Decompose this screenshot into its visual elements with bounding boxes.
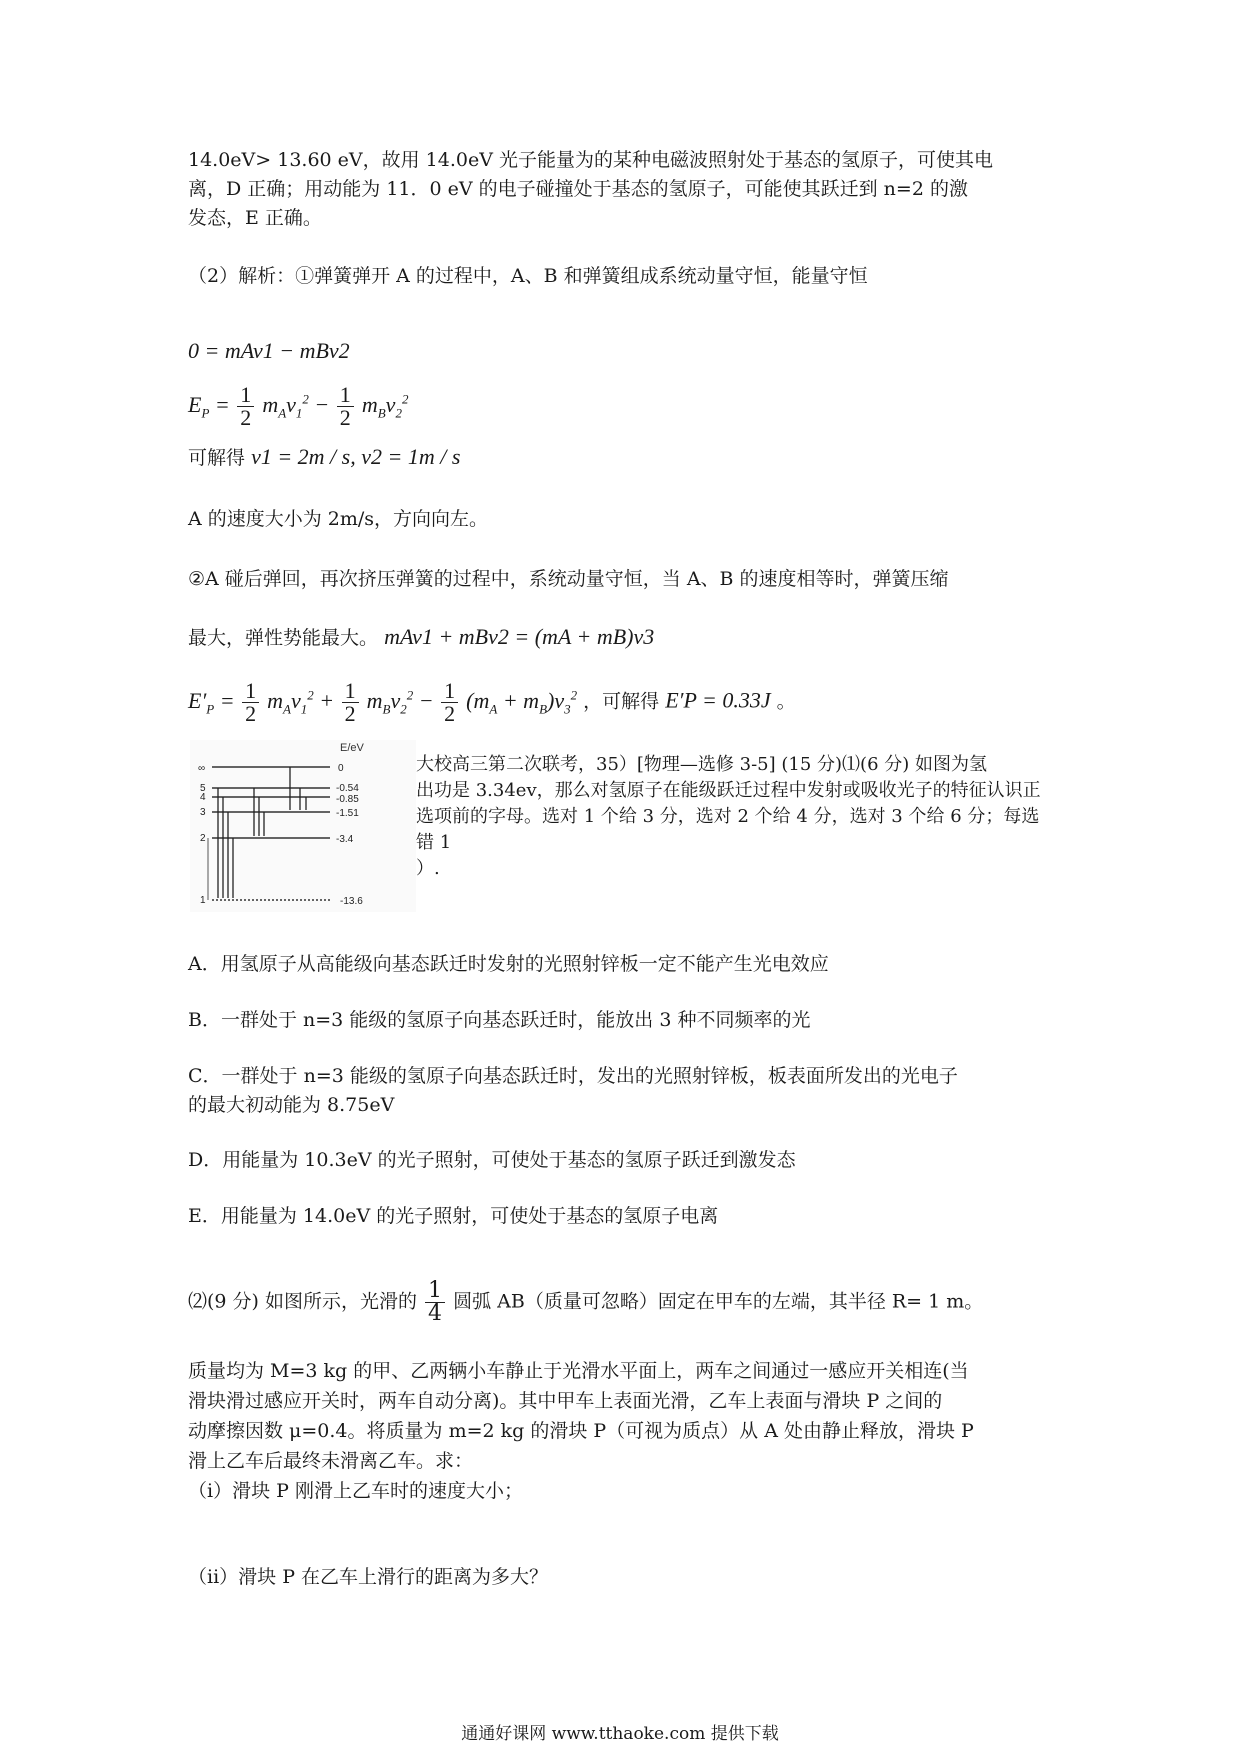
equation-energy-1: $E_P$ = $\frac{1}{2}$ $m_Av_1^2$ − $\frac{1}{2}$ $m_Bv_2^2$ [188, 382, 409, 430]
problem2-body [188, 1356, 1068, 1506]
option-c-text-2: 的最大初动能为 8.75eV [188, 1094, 395, 1116]
intro-line-2: 离，D 正确；用动能为 11．0 eV 的电子碰撞处于基态的氢原子，可能使其跃迁到 n=2 的激 [188, 178, 968, 200]
quarter-fraction [425, 1280, 445, 1325]
question-header-4: ）. [416, 858, 440, 879]
level-value-inf: 0 [338, 763, 344, 774]
question-header-1: 大校高三第二次联考，35）[物理—选修 3-5] (15 分)⑴(6 分) 如图为氢 [416, 754, 987, 775]
part2-text-2: 最大，弹性势能最大。 [188, 627, 379, 649]
energy-level-diagram [190, 740, 416, 912]
solve-prefix: 可解得 [188, 447, 246, 469]
footer: 通通好课网 www.tthaoke.com 提供下载 [461, 1724, 779, 1744]
option-c-text: C．一群处于 n=3 能级的氢原子向基态跃迁时，发出的光照射锌板，板表面所发出的光电子 [188, 1065, 958, 1087]
question-header [416, 752, 1056, 882]
level-value-3: -1.51 [336, 808, 359, 819]
problem2-line-1 [188, 1280, 1068, 1325]
solve-equation: v1 = 2m / s, v2 = 1m / s [251, 444, 461, 469]
part2-line-2 [188, 622, 1058, 653]
problem2-question-2-block [188, 1563, 1058, 1592]
option-d-text: D．用能量为 10.3eV 的光子照射，可使处于基态的氢原子跃迁到激发态 [188, 1149, 796, 1171]
solution-heading [188, 262, 1058, 291]
level-value-2: -3.4 [336, 834, 354, 845]
eq-momentum: mAv1 + mBv2 = (mA + mB)v3 [384, 624, 655, 649]
problem2-question-2: （ii）滑块 P 在乙车上滑行的距离为多大？ [188, 1566, 549, 1588]
option-c [188, 1062, 1058, 1120]
equation-momentum-1 [188, 336, 1058, 367]
speed-text: A 的速度大小为 2m/s，方向向左。 [188, 508, 489, 530]
intro-line-1: 14.0eV> 13.60 eV，故用 14.0eV 光子能量为的某种电磁波照射处于基态的氢原子，可使其电 [188, 149, 993, 171]
level-value-5: -0.54 [336, 783, 359, 794]
intro-block [188, 146, 1058, 233]
result-prefix: ，可解得 [583, 690, 660, 713]
intro-line-3: 发态，E 正确。 [188, 207, 322, 229]
level-n-2: 2 [200, 833, 206, 844]
level-n-4: 4 [200, 792, 206, 803]
level-n-inf: ∞ [198, 763, 206, 774]
problem2-line-5: 滑上乙车后最终未滑离乙车。求： [188, 1450, 474, 1472]
result-equation: E′P = 0.33J [665, 687, 771, 713]
option-e [188, 1202, 1058, 1231]
option-d [188, 1146, 1058, 1175]
problem2-line-2: 质量均为 M=3 kg 的甲、乙两辆小车静止于光滑水平面上，两车之间通过一感应开关相连(当 [188, 1360, 969, 1382]
option-a [188, 950, 1058, 979]
level-n-1: 1 [200, 895, 206, 906]
problem2-question-1: （i）滑块 P 刚滑上乙车时的速度大小； [188, 1480, 523, 1502]
option-e-text: E．用能量为 14.0eV 的光子照射，可使处于基态的氢原子电离 [188, 1205, 719, 1227]
result-end: 。 [776, 690, 796, 713]
problem2-prefix: ⑵(9 分) 如图所示，光滑的 [188, 1290, 417, 1313]
question-header-3: 选项前的字母。选对 1 个给 3 分，选对 2 个给 4 分，选对 3 个给 6 分；每选错 1 [416, 806, 1040, 853]
question-header-2: 出功是 3.34ev，那么对氢原子在能级跃迁过程中发射或吸收光子的特征认识正 [416, 780, 1041, 801]
option-a-text: A．用氢原子从高能级向基态跃迁时发射的光照射锌板一定不能产生光电效应 [188, 953, 829, 975]
level-n-5: 5 [200, 783, 206, 794]
level-n-3: 3 [200, 807, 206, 818]
problem2-line-3: 滑块滑过感应开关时，两车自动分离)。其中甲车上表面光滑，乙车上表面与滑块 P 之间的 [188, 1390, 943, 1412]
option-b-text: B．一群处于 n=3 能级的氢原子向基态跃迁时，能放出 3 种不同频率的光 [188, 1009, 811, 1031]
frac-den: 4 [428, 1301, 443, 1326]
part2-line-1 [188, 565, 1058, 594]
frac-num: 1 [425, 1280, 445, 1303]
equation-energy-2: $E'_P$ = $\frac{1}{2}$ $m_Av_1^2$ + $\frac{1}{2}$ $m_Bv_2^2$ − $\frac{1}{2}$ $(m_A + m_B)v_3^2$ ，可解得 E′P = 0.33J 。 [188, 678, 796, 726]
solution-heading-text: （2）解析：①弹簧弹开 A 的过程中，A、B 和弹簧组成系统动量守恒，能量守恒 [188, 265, 868, 287]
solve-line [188, 442, 1058, 473]
eq1-text: 0 = mAv1 − mBv2 [188, 338, 350, 363]
problem2-line-4: 动摩擦因数 μ=0.4。将质量为 m=2 kg 的滑块 P（可视为质点）从 A 处由静止释放，滑块 P [188, 1420, 974, 1442]
part2-text-1: ②A 碰后弹回，再次挤压弹簧的过程中，系统动量守恒，当 A、B 的速度相等时，弹簧压缩 [188, 568, 949, 590]
diagram-axis-label: E/eV [340, 742, 364, 754]
level-value-4: -0.85 [336, 794, 359, 805]
option-b [188, 1006, 1058, 1035]
level-value-1: -13.6 [340, 896, 363, 907]
speed-line [188, 505, 1058, 534]
problem2-suffix: 圆弧 AB（质量可忽略）固定在甲车的左端，其半径 R= 1 m。 [453, 1290, 984, 1313]
